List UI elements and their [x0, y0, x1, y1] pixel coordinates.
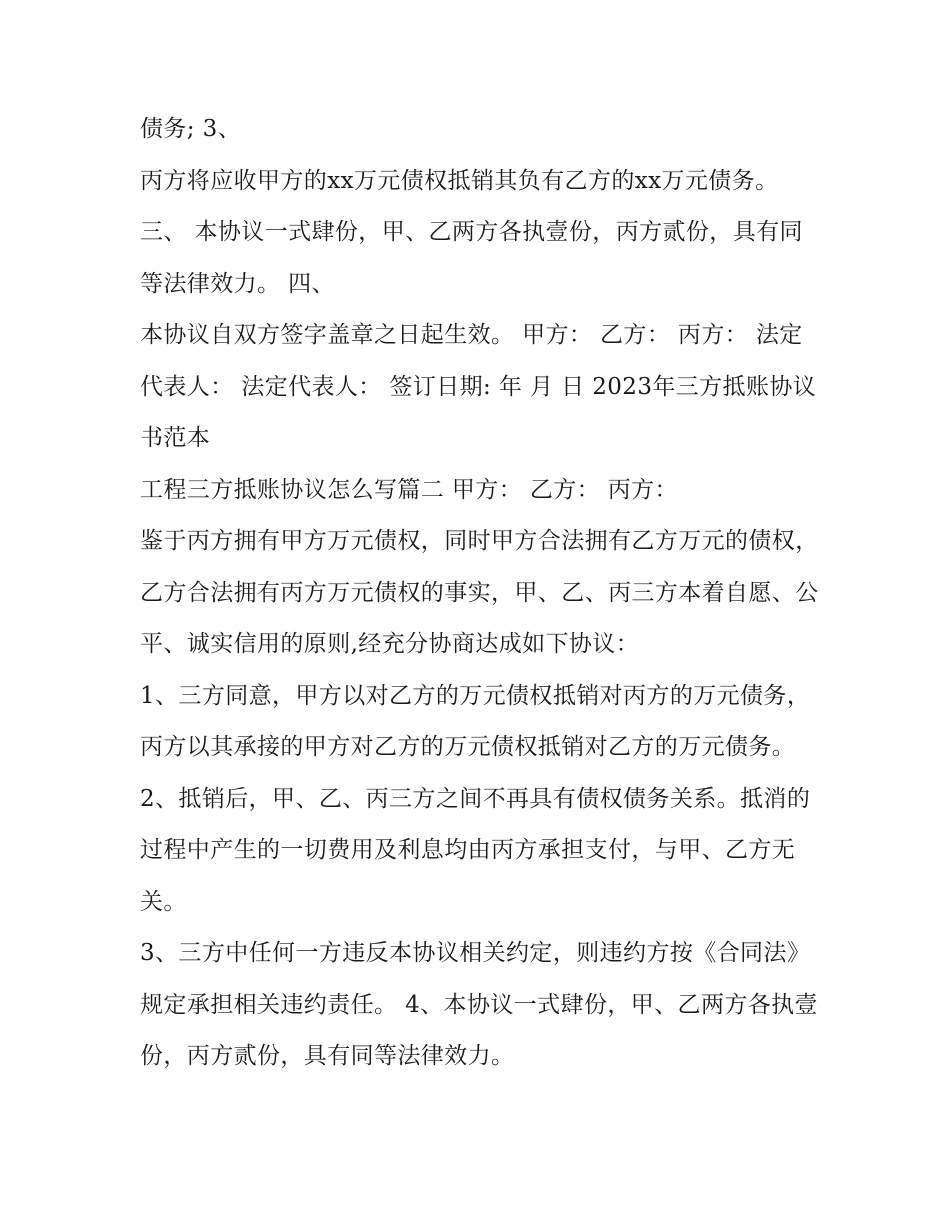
paragraph-clause-3-4: 3、三方中任何一方违反本协议相关约定，则违约方按《合同法》规定承担相关违约责任。 4、本协议一式肆份，甲、乙两方各执壹份，丙方贰份，具有同等法律效力。	[140, 940, 818, 1069]
paragraph-offset-and-copies: 丙方将应收甲方的xx万元债权抵销其负有乙方的xx万元债务。 三、 本协议一式肆份，甲、乙两方各执壹份，丙方贰份，具有同等法律效力。 四、	[140, 167, 803, 297]
paragraph-effective-and-signatures: 本协议自双方签字盖章之日起生效。 甲方： 乙方： 丙方： 法定代表人： 法定代表人： 签订日期: 年 月 日 2023年三方抵账协议书范本	[140, 322, 817, 451]
paragraph-section-two-heading: 工程三方抵账协议怎么写篇二 甲方： 乙方： 丙方：	[140, 476, 678, 503]
paragraph-clause-2: 2、抵销后，甲、乙、丙三方之间不再具有债权债务关系。抵消的过程中产生的一切费用及利息均由丙方承担支付，与甲、乙方无关。	[140, 785, 811, 915]
document-body	[140, 104, 820, 1083]
paragraph-preamble: 鉴于丙方拥有甲方万元债权，同时甲方合法拥有乙方万元的债权，乙方合法拥有丙方万元债权的事实，甲、乙、丙三方本着自愿、公平、诚实信用的原则,经充分协商达成如下协议：	[140, 528, 819, 657]
paragraph-clause-1: 1、三方同意，甲方以对乙方的万元债权抵销对丙方的万元债务，丙方以其承接的甲方对乙方的万元债权抵销对乙方的万元债务。	[140, 682, 811, 760]
paragraph-debt-item-3: 债务; 3、	[140, 116, 242, 142]
